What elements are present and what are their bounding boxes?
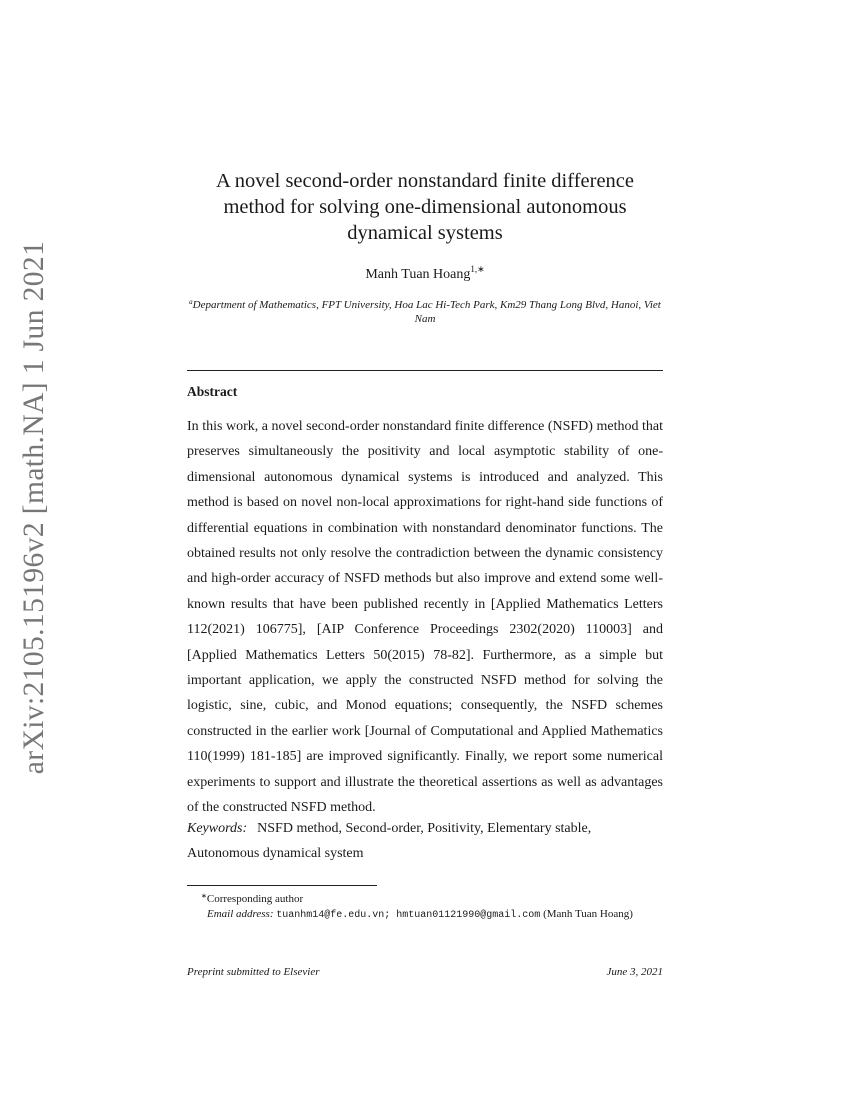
abstract-body (187, 414, 663, 821)
arxiv-stamp-text: arXiv:2105.15196v2 [math.NA] 1 Jun 2021 (18, 240, 51, 775)
email-label: Email address: (207, 908, 274, 920)
author-name: Manh Tuan Hoang (365, 267, 471, 282)
arxiv-identifier-stamp (4, 240, 66, 775)
abstract-heading: Abstract (187, 384, 238, 399)
preprint-date: June 3, 2021 (606, 966, 663, 978)
keywords-block (187, 816, 663, 867)
title-line: A novel second-order nonstandard finite difference (215, 170, 634, 192)
affiliation-mark: a (189, 298, 193, 306)
footnote-corresponding (187, 889, 667, 907)
preprint-note: Preprint submitted to Elsevier (187, 966, 320, 978)
footnote-mark: ∗ (201, 892, 207, 900)
affiliation (180, 295, 670, 326)
title-line: method for solving one-dimensional autonomous (223, 196, 627, 218)
footnote-rule (187, 885, 377, 886)
affiliation-text: Department of Mathematics, FPT University, Hoa Lac Hi-Tech Park, Km29 Thang Long Blvd, Hanoi, Viet Nam (192, 299, 661, 325)
email-owner: (Manh Tuan Hoang) (543, 908, 633, 920)
keywords-label: Keywords: (187, 821, 248, 836)
email-addresses[interactable]: tuanhm14@fe.edu.vn; hmtuan01121990@gmail.com (276, 910, 541, 921)
abstract-paragraph: In this work, a novel second-order nonstandard finite difference (NSFD) method that preserves simultaneously the positivity and local asymptotic stability of one-dimensional autonomous dynamical systems is introduced and analyzed. This method is based on novel non-local approximations for right-hand side functions of differential equations in combination with nonstandard denominator functions. The obtained results not only resolve the contradiction between the dynamic consistency and high-order accuracy of NSFD methods but also improve and extend some well-known results that have been published recently in [Applied Mathematics Letters 112(2021) 106775], [AIP Conference Proceedings 2302(2020) 110003] and [Applied Mathematics Letters 50(2015) 78-82]. Furthermore, as a simple but important application, we apply the constructed NSFD method for solving the logistic, sine, cubic, and Monod equations; consequently, the NSFD schemes constructed in the earlier work [Journal of Computational and Applied Mathematics 110(1999) 181-185] are improved significantly. Finally, we report some numerical experiments to support and illustrate the theoretical assertions as well as advantages of the constructed NSFD method. (187, 419, 663, 816)
title-line: dynamical systems (347, 222, 503, 244)
corresponding-author-text: Corresponding author (206, 893, 304, 905)
paper-title (160, 168, 690, 246)
author-marks: 1,∗ (470, 264, 485, 274)
footnote-email-line (187, 907, 667, 923)
abstract-top-rule (187, 370, 663, 371)
keywords-text: NSFD method, Second-order, Positivity, Elementary stable, Autonomous dynamical system (187, 821, 592, 862)
author-line (0, 264, 850, 283)
footnote (187, 889, 667, 923)
